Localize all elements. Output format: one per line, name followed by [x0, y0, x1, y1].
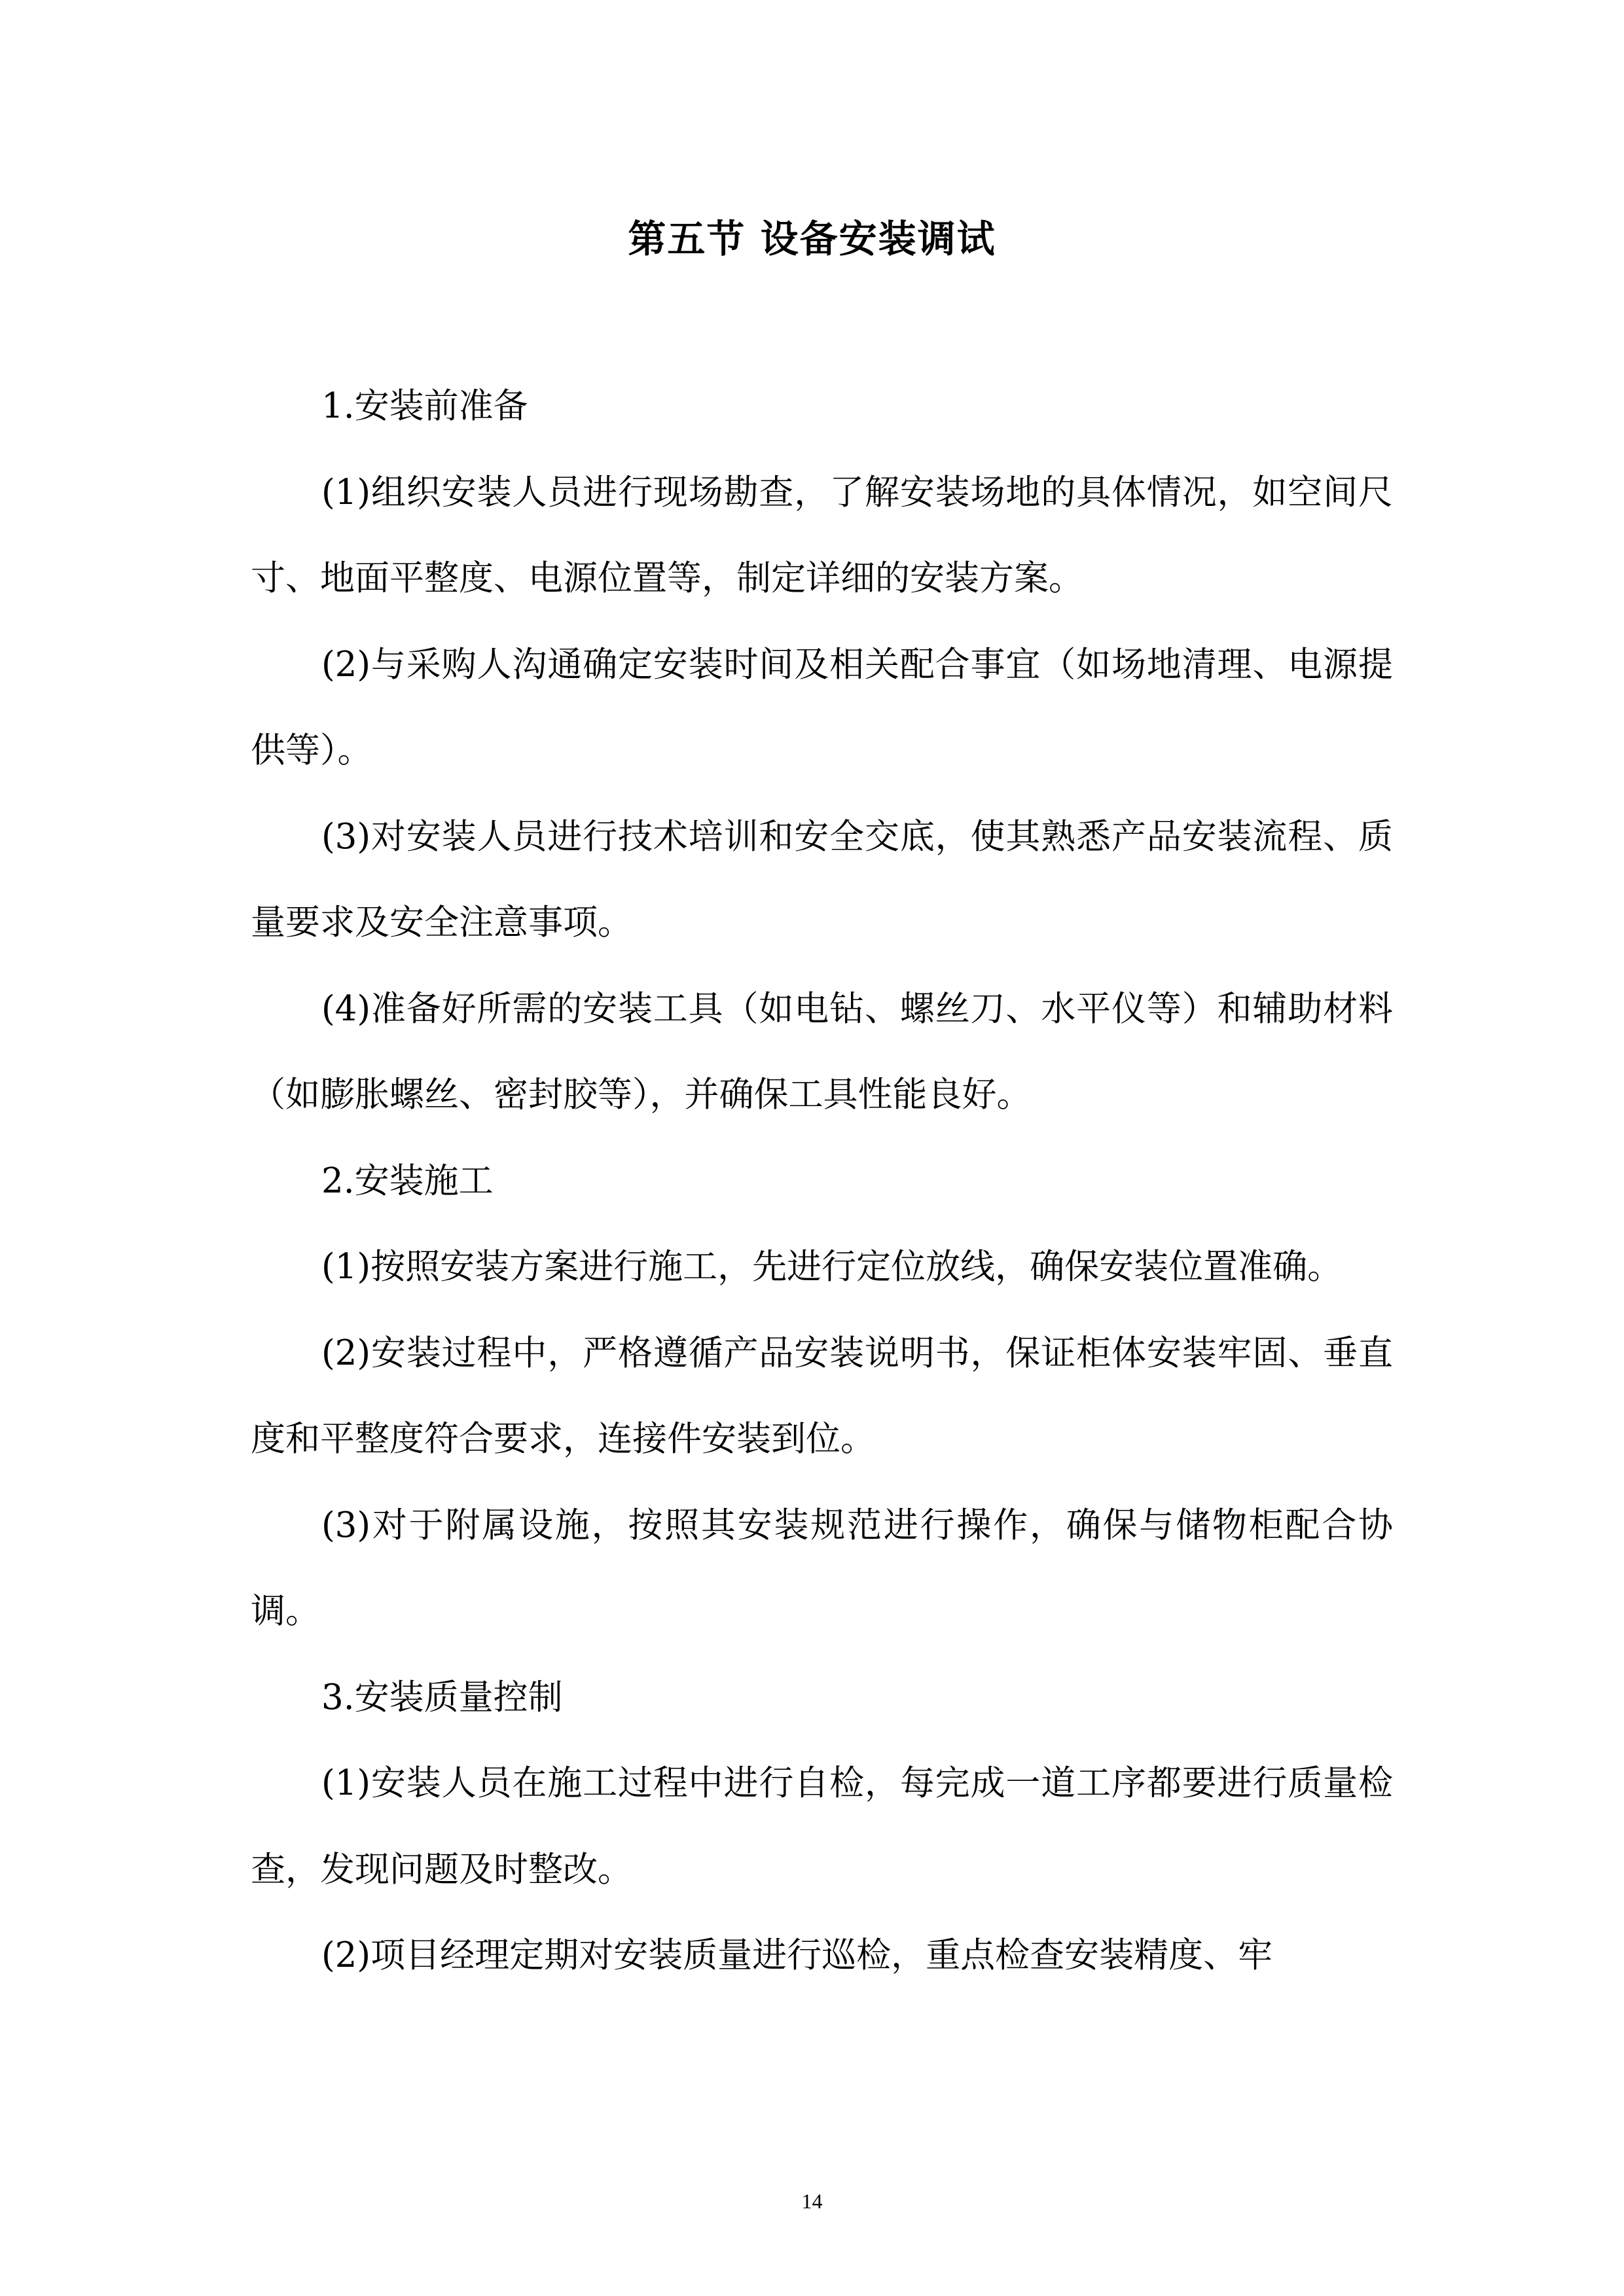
document-body	[251, 363, 1393, 1999]
paragraph: (2)安装过程中，严格遵循产品安装说明书，保证柜体安装牢固、垂直度和平整度符合要求，连接件安装到位。	[251, 1333, 1393, 1459]
section-title: 第五节 设备安装调试	[628, 217, 996, 261]
heading-install-quality: 3.安装质量控制	[321, 1677, 563, 1717]
paragraph: (1)组织安装人员进行现场勘查，了解安装场地的具体情况，如空间尺寸、地面平整度、电源位置等，制定详细的安装方案。	[251, 472, 1393, 598]
paragraph: (3)对于附属设施，按照其安装规范进行操作，确保与储物柜配合协调。	[251, 1505, 1393, 1631]
paragraph: (1)安装人员在施工过程中进行自检，每完成一道工序都要进行质量检查，发现问题及时整改。	[251, 1763, 1393, 1890]
paragraph: (3)对安装人员进行技术培训和安全交底，使其熟悉产品安装流程、质量要求及安全注意事项。	[251, 816, 1393, 942]
page-number: 14	[801, 2189, 823, 2213]
paragraph: (1)按照安装方案进行施工，先进行定位放线，确保安装位置准确。	[321, 1247, 1343, 1287]
paragraph: (2)与采购人沟通确定安装时间及相关配合事宜（如场地清理、电源提供等）。	[251, 644, 1393, 770]
paragraph: (2)项目经理定期对安装质量进行巡检，重点检查安装精度、牢	[321, 1935, 1273, 1975]
paragraph: (4)准备好所需的安装工具（如电钻、螺丝刀、水平仪等）和辅助材料（如膨胀螺丝、密封胶等），并确保工具性能良好。	[251, 988, 1393, 1115]
heading-install-prep: 1.安装前准备	[321, 386, 528, 426]
heading-install-construction: 2.安装施工	[321, 1160, 494, 1201]
